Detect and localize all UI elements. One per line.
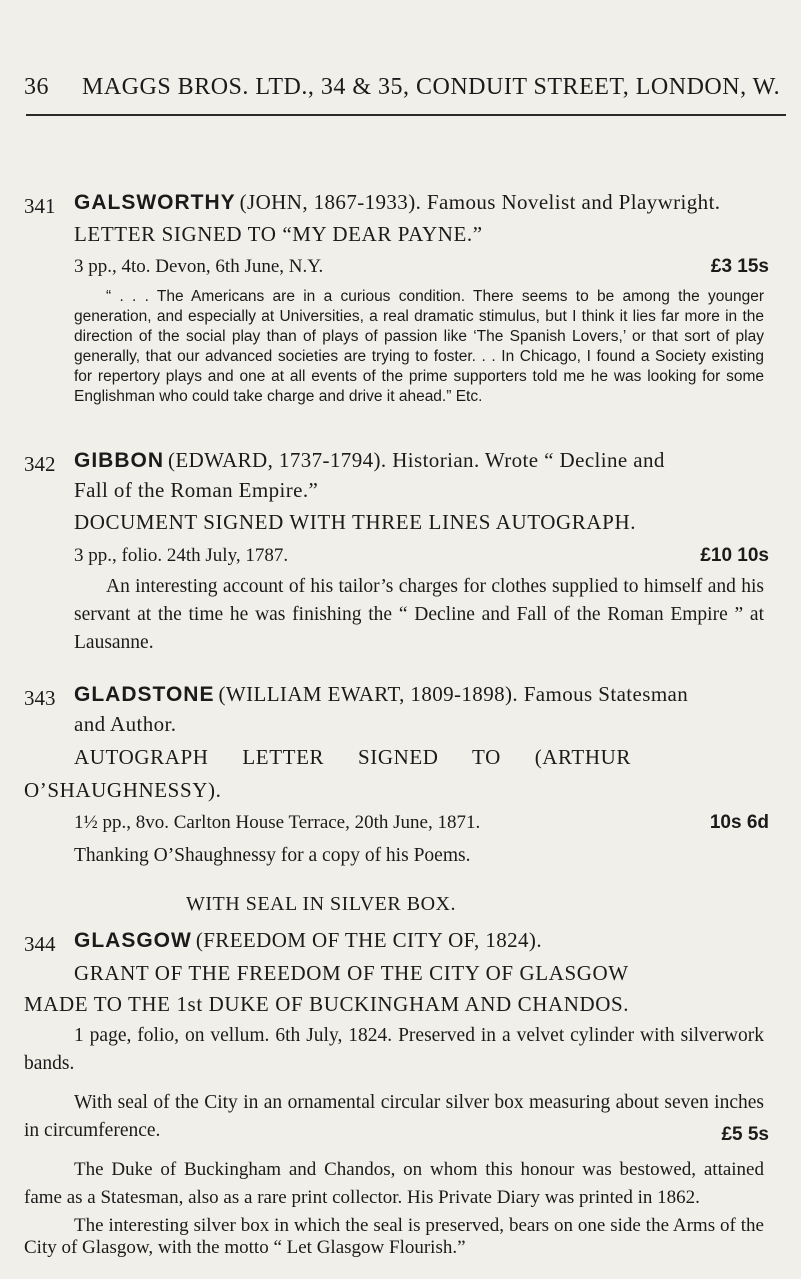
entry-number: 344 bbox=[24, 932, 56, 956]
document-meta: 3 pp., folio. 24th July, 1787. bbox=[74, 545, 289, 566]
entry-heading-rest: (WILLIAM EWART, 1809-1898). Famous Statesman bbox=[218, 682, 689, 706]
price: 10s 6d bbox=[709, 812, 769, 833]
document-title: LETTER SIGNED TO “MY DEAR PAYNE.” bbox=[74, 222, 483, 246]
entry-heading-line2: and Author. bbox=[74, 712, 177, 736]
page-number: 36 bbox=[24, 74, 49, 100]
entry-number: 343 bbox=[24, 686, 56, 710]
document-title: DOCUMENT SIGNED WITH THREE LINES AUTOGRAPH. bbox=[74, 510, 637, 534]
entry-number: 341 bbox=[24, 194, 56, 218]
header-text: MAGGS BROS. LTD., 34 & 35, CONDUIT STREET, LONDON, W. bbox=[82, 74, 781, 100]
header-rule bbox=[26, 114, 786, 116]
entry-name: GIBBON bbox=[74, 449, 164, 472]
entry-body-2: With seal of the City in an ornamental circular silver box measuring about seven inches in circumference. bbox=[24, 1092, 764, 1141]
entry-body: Thanking O’Shaughnessy for a copy of his Poems. bbox=[74, 845, 471, 866]
price: £5 5s bbox=[721, 1124, 769, 1145]
document-meta: 3 pp., 4to. Devon, 6th June, N.Y. bbox=[74, 256, 324, 277]
document-title-line2: MADE TO THE 1st DUKE OF BUCKINGHAM AND CHANDOS. bbox=[24, 992, 630, 1016]
entry-body: “ . . . The Americans are in a curious condition. There seems to be among the younger generation, and especially at Universities, a real dramatic stimulus, but I think it lies far more in the direction of the social play than of plays of passion like ‘The Spanish Lovers,’ or that sort of play generally, that our advanced societies are trying to foster. . . In Chicago, I found a Society existing for repertory plays and one at all events of the prime supporters told me he was looking for some Englishman who could take charge and drive it ahead.” Etc. bbox=[74, 288, 764, 405]
entry-body: An interesting account of his tailor’s charges for clothes supplied to himself and his servant at the time he was finishing the “ Decline and Fall of the Roman Empire ” at Lausanne. bbox=[74, 576, 764, 653]
entry-body-4: The interesting silver box in which the seal is preserved, bears on one side the Arms of the City of Glasgow, with the motto “ Let Glasgow Flourish.” bbox=[24, 1215, 764, 1258]
document-title-line2: O’SHAUGHNESSY). bbox=[24, 778, 222, 802]
entry-body-1: 1 page, folio, on vellum. 6th July, 1824. Preserved in a velvet cylinder with silverwork bands. bbox=[24, 1025, 764, 1074]
entry-heading bbox=[74, 190, 720, 215]
entry-heading bbox=[74, 448, 665, 473]
entry-heading-rest: (JOHN, 1867-1933). Famous Novelist and Playwright. bbox=[239, 190, 721, 214]
page-header bbox=[24, 74, 784, 101]
document-title-line1: GRANT OF THE FREEDOM OF THE CITY OF GLASGOW bbox=[74, 961, 629, 985]
entry-heading-rest: (EDWARD, 1737-1794). Historian. Wrote “ Decline and bbox=[168, 448, 665, 472]
entry-heading-rest: (FREEDOM OF THE CITY OF, 1824). bbox=[195, 928, 542, 952]
entry-heading bbox=[74, 682, 688, 707]
price: £10 10s bbox=[700, 545, 769, 566]
entry-body-3: The Duke of Buckingham and Chandos, on whom this honour was bestowed, attained fame as a Statesman, also as a rare print collector. His Private Diary was printed in 1862. bbox=[24, 1159, 764, 1208]
document-title-line1: AUTOGRAPH LETTER SIGNED TO (ARTHUR bbox=[74, 745, 631, 769]
entry-heading bbox=[74, 928, 542, 953]
document-meta: 1½ pp., 8vo. Carlton House Terrace, 20th June, 1871. bbox=[74, 812, 481, 833]
entry-number: 342 bbox=[24, 452, 56, 476]
section-title: WITH SEAL IN SILVER BOX. bbox=[186, 893, 456, 915]
entry-heading-line2: Fall of the Roman Empire.” bbox=[74, 478, 319, 502]
entry-name: GLASGOW bbox=[74, 929, 192, 952]
entry-name: GLADSTONE bbox=[74, 683, 215, 706]
price: £3 15s bbox=[710, 256, 769, 277]
entry-name: GALSWORTHY bbox=[74, 191, 236, 214]
